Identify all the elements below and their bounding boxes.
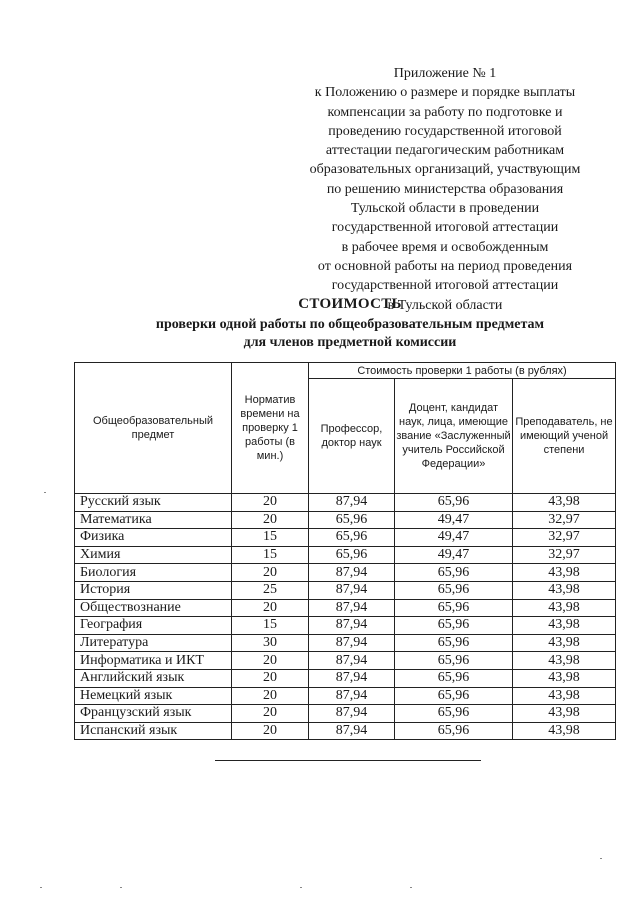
cell-subject: Физика [75, 529, 232, 547]
table-row [75, 494, 616, 512]
cell-subject: История [75, 581, 232, 599]
scan-speck [600, 858, 602, 859]
subtitle-line: проверки одной работы по общеобразовательным предметам [155, 317, 545, 332]
header-norm: Норматив времени на проверку 1 работы (в мин.) [232, 363, 309, 494]
scan-speck [300, 887, 302, 888]
table-row [75, 564, 616, 582]
cell-norm: 20 [232, 511, 309, 529]
appendix-line: от основной работы на период проведения [317, 258, 573, 274]
cell-docent: 65,96 [395, 564, 513, 582]
cell-teacher: 43,98 [513, 722, 616, 740]
cell-professor: 87,94 [309, 722, 395, 740]
scan-speck [410, 887, 412, 888]
appendix-line: Тульской области в проведении [350, 201, 540, 217]
appendix-line: к Положению о размере и порядке выплаты [314, 85, 576, 101]
cell-docent: 65,96 [395, 687, 513, 705]
cell-subject: Обществознание [75, 599, 232, 617]
cell-teacher: 32,97 [513, 529, 616, 547]
cell-subject: Английский язык [75, 669, 232, 687]
scan-speck [44, 492, 46, 493]
cell-norm: 20 [232, 652, 309, 670]
cell-professor: 87,94 [309, 669, 395, 687]
cell-teacher: 32,97 [513, 511, 616, 529]
closing-rule [215, 760, 481, 761]
cell-subject: Математика [75, 511, 232, 529]
table-row [75, 529, 616, 547]
cell-professor: 65,96 [309, 511, 395, 529]
document-title: СТОИМОСТЬ [298, 296, 402, 312]
header-professor: Профессор, доктор наук [309, 379, 395, 494]
cell-subject: Французский язык [75, 705, 232, 723]
cell-teacher: 43,98 [513, 617, 616, 635]
cell-docent: 65,96 [395, 652, 513, 670]
cell-docent: 49,47 [395, 546, 513, 564]
cell-subject: Информатика и ИКТ [75, 652, 232, 670]
subtitle-line: для членов предметной комиссии [243, 335, 457, 350]
cell-teacher: 43,98 [513, 599, 616, 617]
cell-docent: 65,96 [395, 705, 513, 723]
table-body [75, 494, 616, 740]
cell-subject: Химия [75, 546, 232, 564]
appendix-line: образовательных организаций, участвующим [309, 162, 581, 178]
cell-professor: 87,94 [309, 687, 395, 705]
cell-professor: 87,94 [309, 705, 395, 723]
cell-docent: 65,96 [395, 669, 513, 687]
cell-norm: 20 [232, 599, 309, 617]
cell-norm: 20 [232, 564, 309, 582]
header-cost-group: Стоимость проверки 1 работы (в рублях) [309, 363, 616, 379]
appendix-line: по решению министерства образования [326, 181, 564, 197]
cell-professor: 87,94 [309, 494, 395, 512]
header-docent: Доцент, кандидат наук, лица, имеющие звание «Заслуженный учитель Российской Федерации» [395, 379, 513, 494]
table-row [75, 617, 616, 635]
cell-docent: 65,96 [395, 634, 513, 652]
table-row [75, 599, 616, 617]
cell-docent: 65,96 [395, 494, 513, 512]
scan-speck [120, 887, 122, 888]
table-row [75, 705, 616, 723]
cell-norm: 15 [232, 529, 309, 547]
table-row [75, 511, 616, 529]
cell-teacher: 43,98 [513, 652, 616, 670]
cell-teacher: 43,98 [513, 669, 616, 687]
cell-professor: 87,94 [309, 564, 395, 582]
appendix-line: аттестации педагогическим работникам [325, 143, 565, 159]
cell-teacher: 43,98 [513, 687, 616, 705]
cell-docent: 49,47 [395, 511, 513, 529]
table-row [75, 634, 616, 652]
appendix-line: в Тульской области [387, 297, 503, 313]
cell-professor: 87,94 [309, 599, 395, 617]
cell-subject: Испанский язык [75, 722, 232, 740]
cell-docent: 65,96 [395, 617, 513, 635]
header-teacher: Преподаватель, не имеющий ученой степени [513, 379, 616, 494]
cell-subject: География [75, 617, 232, 635]
cell-norm: 20 [232, 494, 309, 512]
cell-subject: Литература [75, 634, 232, 652]
cell-norm: 15 [232, 546, 309, 564]
cell-docent: 65,96 [395, 581, 513, 599]
appendix-line: компенсации за работу по подготовке и [327, 104, 563, 120]
appendix-line: проведению государственной итоговой [328, 123, 562, 139]
header-subject: Общеобразовательный предмет [75, 363, 232, 494]
table-row [75, 652, 616, 670]
cell-docent: 65,96 [395, 722, 513, 740]
cell-docent: 65,96 [395, 599, 513, 617]
cell-norm: 30 [232, 634, 309, 652]
document-subtitle [100, 316, 600, 352]
cell-professor: 87,94 [309, 634, 395, 652]
appendix-line: государственной итоговой аттестации [331, 278, 559, 294]
cell-norm: 15 [232, 617, 309, 635]
table-row [75, 581, 616, 599]
cell-norm: 20 [232, 669, 309, 687]
scan-speck [40, 887, 42, 888]
table-row [75, 546, 616, 564]
appendix-header [280, 64, 610, 315]
cell-professor: 65,96 [309, 546, 395, 564]
cell-teacher: 43,98 [513, 705, 616, 723]
cell-professor: 87,94 [309, 581, 395, 599]
cell-teacher: 43,98 [513, 564, 616, 582]
cell-professor: 87,94 [309, 617, 395, 635]
cell-teacher: 43,98 [513, 494, 616, 512]
cell-subject: Немецкий язык [75, 687, 232, 705]
cell-norm: 20 [232, 687, 309, 705]
cell-docent: 49,47 [395, 529, 513, 547]
cell-teacher: 43,98 [513, 634, 616, 652]
table-row [75, 722, 616, 740]
appendix-line: государственной итоговой аттестации [331, 220, 559, 236]
cell-teacher: 32,97 [513, 546, 616, 564]
cell-professor: 87,94 [309, 652, 395, 670]
appendix-line: Приложение № 1 [393, 66, 497, 81]
cell-subject: Русский язык [75, 494, 232, 512]
cell-norm: 20 [232, 705, 309, 723]
cell-norm: 20 [232, 722, 309, 740]
cell-teacher: 43,98 [513, 581, 616, 599]
appendix-line: в рабочее время и освобожденным [341, 239, 549, 255]
cell-norm: 25 [232, 581, 309, 599]
cost-table [74, 362, 616, 740]
cell-professor: 65,96 [309, 529, 395, 547]
cell-subject: Биология [75, 564, 232, 582]
table-row [75, 669, 616, 687]
table-row [75, 687, 616, 705]
